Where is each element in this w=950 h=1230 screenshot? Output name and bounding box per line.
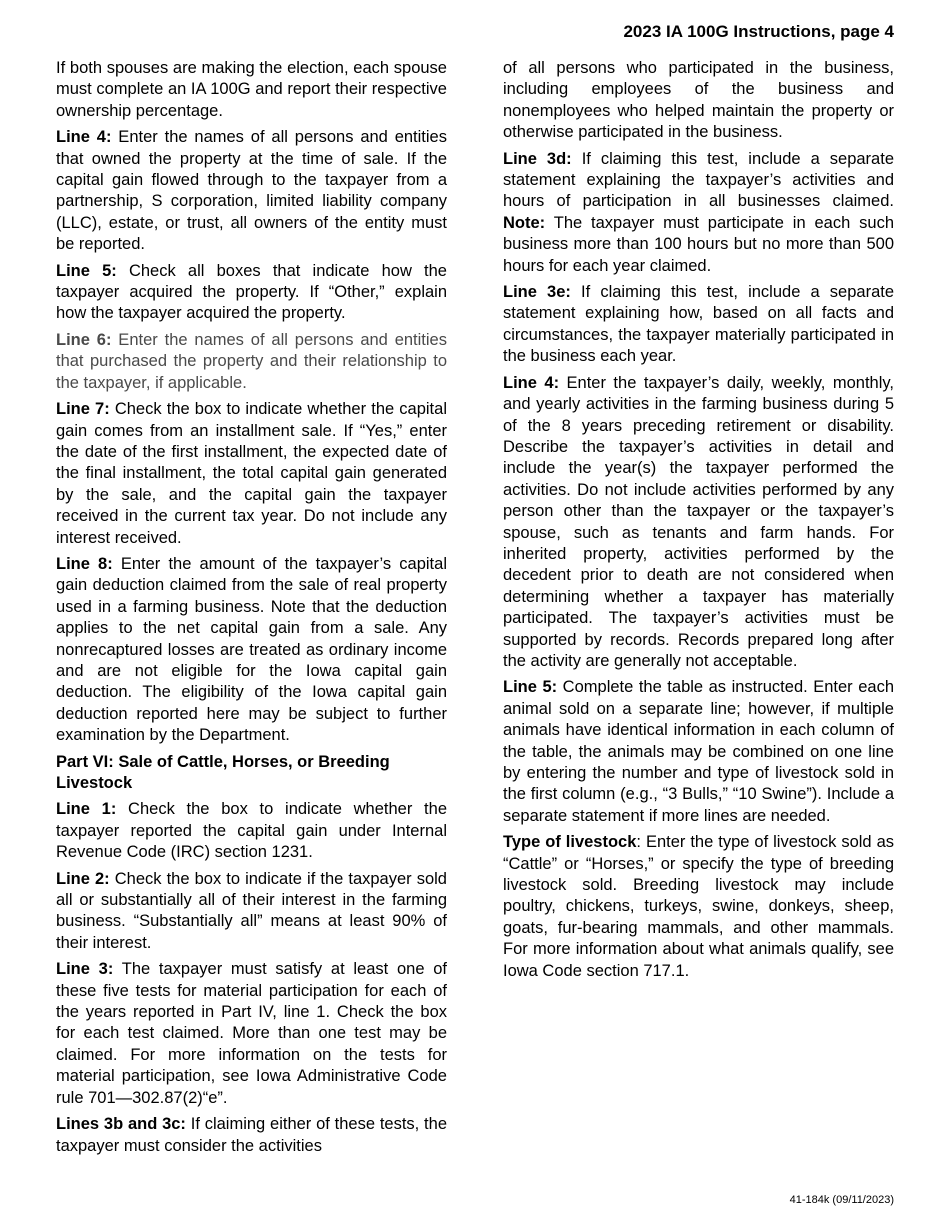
right-column: [503, 58, 894, 987]
section-heading-part-vi: Part VI: Sale of Cattle, Horses, or Breeding Livestock: [56, 752, 390, 792]
note-label: Note:: [503, 213, 546, 232]
paragraph-continued: of all persons who participated in the business, including employees of the business and nonemployees who helped maintain the property or otherwise participated in the business.: [503, 59, 894, 142]
paragraph-part-vi-line-1: Line 1: Check the box to indicate whether the taxpayer reported the capital gain under Internal Revenue Code (IRC) section 1231.: [56, 800, 447, 862]
paragraph-line-3e: Line 3e: If claiming this test, include a separate statement explaining how, based on all facts and circumstances, the taxpayer materially participated in the business each year.: [503, 283, 895, 366]
line-label: Line 3d:: [503, 149, 572, 168]
paragraph-type-of-livestock: Type of livestock: Enter the type of livestock sold as “Cattle” or “Horses,” or specify the type of breeding livestock sold. Breeding livestock may include poultry, chickens, turkeys, swine, donkeys, sheep, goats, fur-bearing mammals, and other mammals. For more information about what animals qualify, see Iowa Code section 717.1.: [503, 833, 894, 980]
paragraph-line-7: Line 7: Check the box to indicate whether the capital gain comes from an installment sale. If “Yes,” enter the date of the first installment, the expected date of the final installment, the total capital gain generated by the sale, and the capital gain the taxpayer received in the current tax year. Do not include any interest received.: [56, 400, 447, 547]
paragraph-line-4-activities: Line 4: Enter the taxpayer’s daily, weekly, monthly, and yearly activities in the farming business during 5 of the 8 years preceding retirement or disability. Describe the taxpayer’s activities in detail and include the year(s) the taxpayer performed the activities. Do not include activities performed by any person other than the taxpayer or the taxpayer’s spouse, such as tenants and farm hands. For inherited property, activities performed by the decedent prior to death are not considered when determining whether a taxpayer has materially participated. The taxpayer’s activities must be supported by records. Records prepared long after the activity are generally not acceptable.: [503, 373, 894, 670]
paragraph-part-vi-line-3: Line 3: The taxpayer must satisfy at least one of these five tests for material participation for each of the years reported in Part IV, line 1. Check the box for each test claimed. More than one test may be claimed. For more information on the tests for material participation, see Iowa Administrative Code rule 701—302.87(2)“e”.: [56, 960, 447, 1107]
left-column: [56, 58, 447, 1162]
line-label: Type of livestock: [503, 833, 637, 852]
line-label: Line 2:: [56, 869, 110, 888]
line-label: Line 6:: [56, 330, 112, 349]
line-label: Line 5:: [503, 678, 558, 697]
line-label: Line 1:: [56, 800, 117, 819]
paragraph-line-3d: Line 3d: If claiming this test, include a separate statement explaining the taxpayer’s activities and hours of participation in all businesses claimed. Note: The taxpayer must participate in each such business more than 100 hours but no more than 500 hours for each year claimed.: [503, 149, 894, 275]
line-label: Lines 3b and 3c:: [56, 1115, 186, 1134]
paragraph-line-4: Line 4: Enter the names of all persons and entities that owned the property at the time of sale. If the capital gain flowed through to the taxpayer from a partnership, S corporation, limited liability company (LLC), estate, or trust, all owners of the entity must be reported.: [56, 128, 447, 254]
paragraph-line-5-table: Line 5: Complete the table as instructed. Enter each animal sold on a separate line; however, if multiple animals have identical information in each column of the table, the animals may be combined on one line by entering the number and type of livestock sold in the first column (e.g., “3 Bulls,” “10 Swine”). Include a separate statement if more lines are needed.: [503, 678, 894, 825]
line-label: Line 3e:: [503, 283, 571, 302]
paragraph-spouse-election: If both spouses are making the election, each spouse must complete an IA 100G and report their respective ownership percentage.: [56, 59, 447, 120]
line-label: Line 7:: [56, 400, 110, 419]
paragraph-line-6: Line 6: Enter the names of all persons and entities that purchased the property and their relationship to the taxpayer, if applicable.: [56, 330, 447, 392]
form-code-footer: 41-184k (09/11/2023): [789, 1194, 894, 1206]
line-label: Line 8:: [56, 554, 113, 573]
line-label: Line 4:: [503, 373, 560, 392]
paragraph-part-vi-line-2: Line 2: Check the box to indicate if the taxpayer sold all or substantially all of their interest in the farming business. “Substantially all” means at least 90% of their interest.: [56, 869, 447, 952]
line-label: Line 5:: [56, 261, 117, 280]
line-label: Line 4:: [56, 128, 112, 147]
line-label: Line 3:: [56, 960, 114, 979]
page-header: 2023 IA 100G Instructions, page 4: [623, 22, 894, 41]
paragraph-line-5: Line 5: Check all boxes that indicate how the taxpayer acquired the property. If “Other,” explain how the taxpayer acquired the property.: [56, 261, 447, 323]
paragraph-line-8: Line 8: Enter the amount of the taxpayer’s capital gain deduction claimed from the sale of real property used in a farming business. Note that the deduction applies to the net capital gain from a sale. Any nonrecaptured losses are treated as ordinary income and are not eligible for the Iowa capital gain deduction. The eligibility of the Iowa capital gain deduction reported here may be subject to further examination by the Department.: [56, 554, 447, 745]
paragraph-lines-3b-3c: Lines 3b and 3c: If claiming either of these tests, the taxpayer must consider the activities: [56, 1115, 447, 1155]
